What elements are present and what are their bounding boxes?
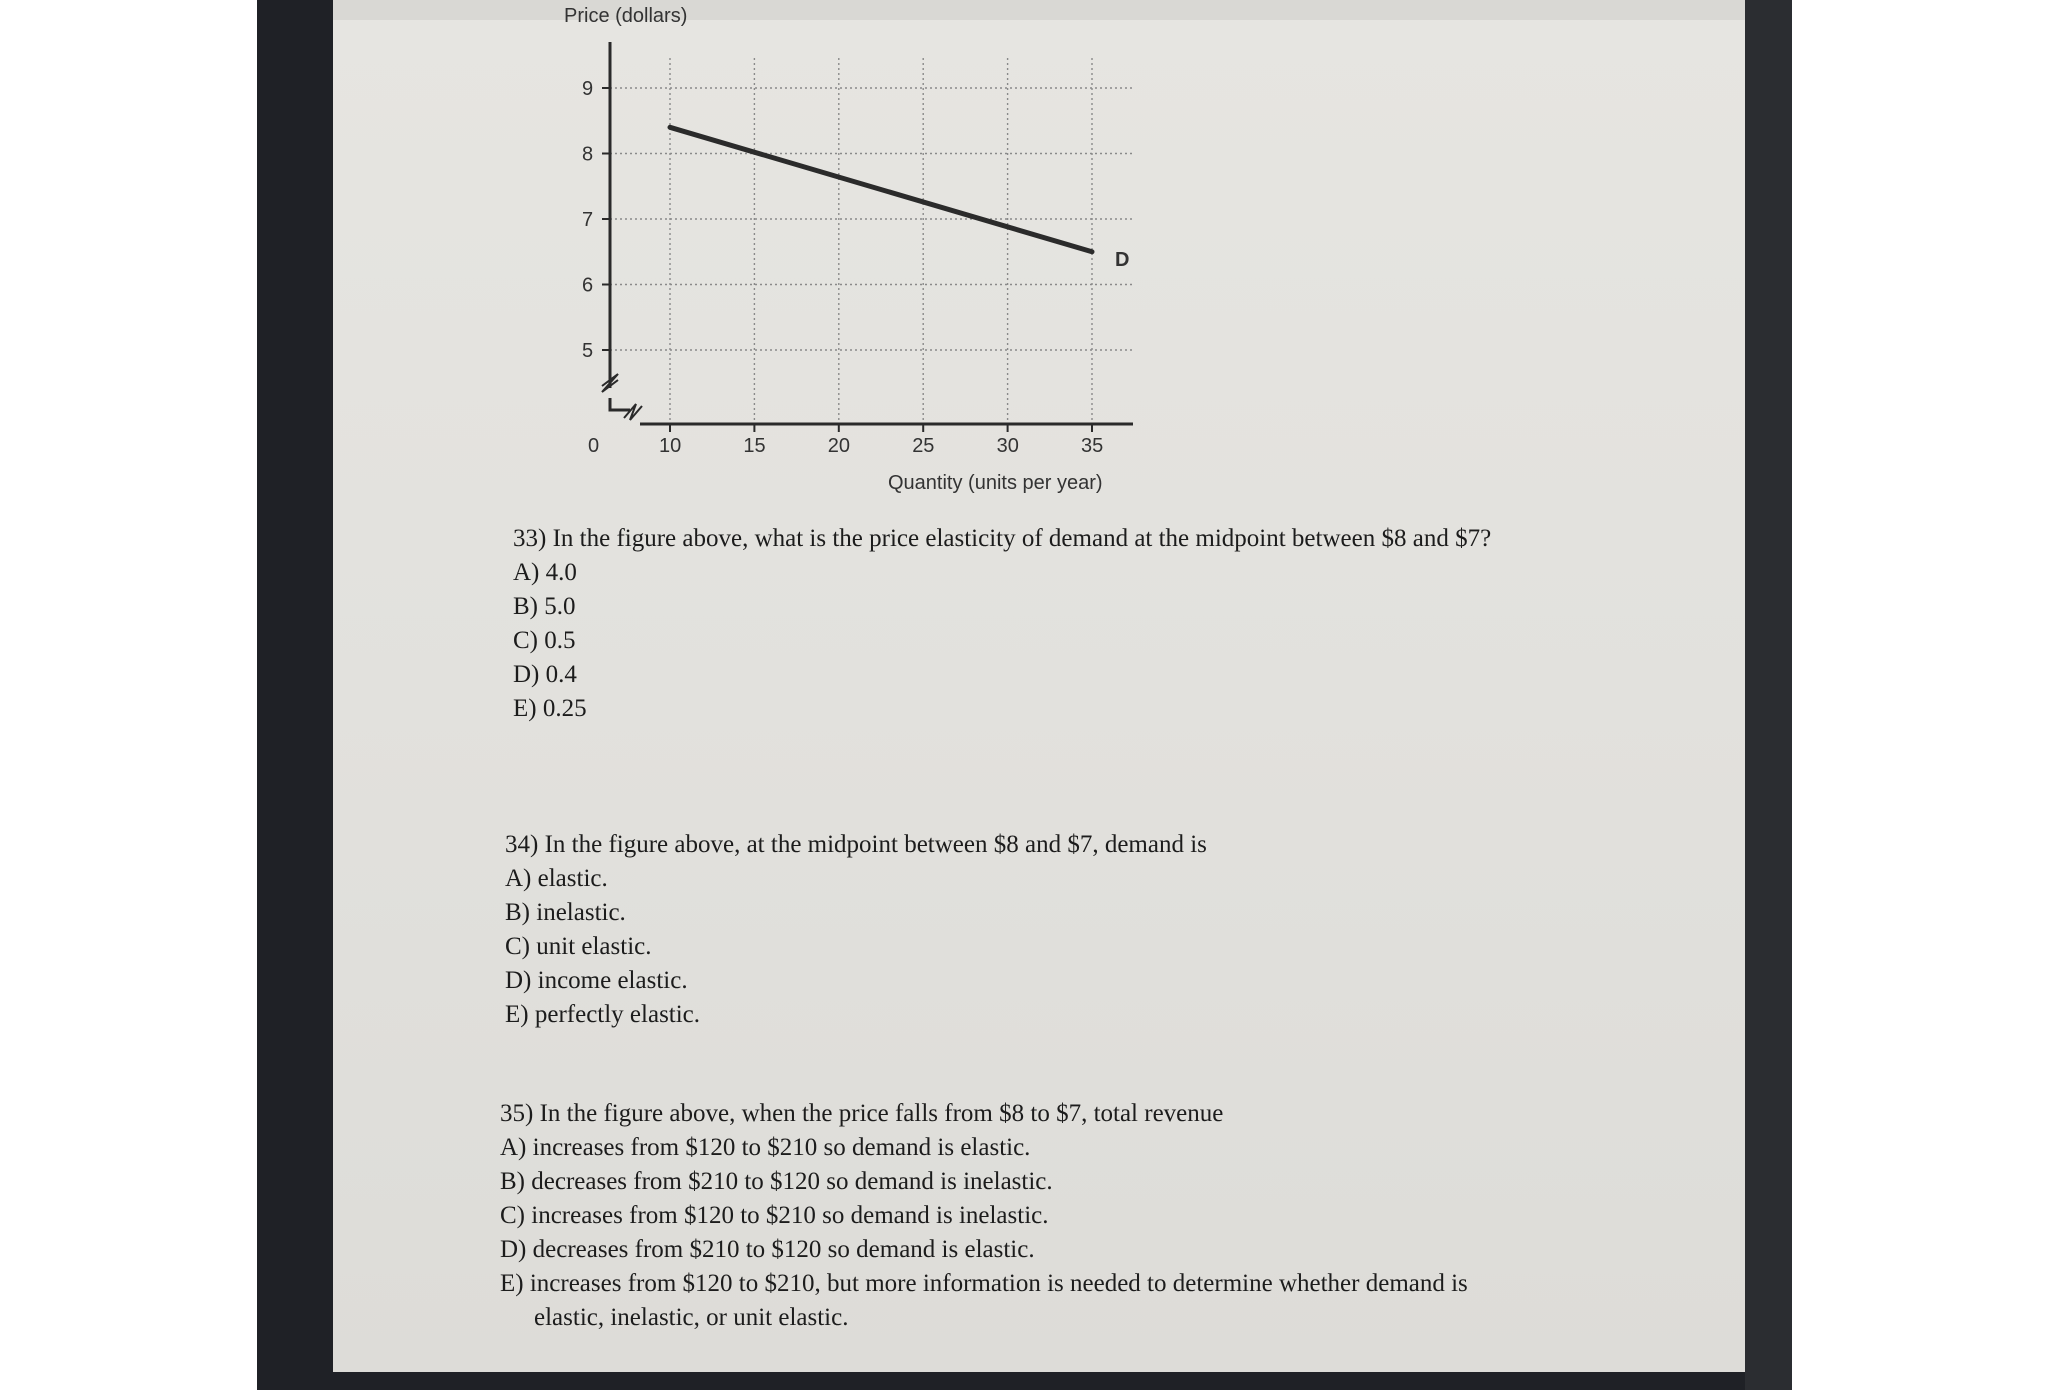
question-34-text: 34) In the figure above, at the midpoint between $8 and $7, demand is <box>505 831 1207 858</box>
q33-choice-e: E) 0.25 <box>513 695 587 722</box>
x-tick-30: 30 <box>996 435 1019 457</box>
question-35-text: 35) In the figure above, when the price falls from $8 to $7, total revenue <box>500 1100 1224 1127</box>
y-tick-7: 7 <box>582 209 594 231</box>
monitor-edge <box>1745 0 1792 1390</box>
y-tick-6: 6 <box>582 274 594 297</box>
q35-choice-e-continued: elastic, inelastic, or unit elastic. <box>534 1304 849 1331</box>
demand-curve-D <box>670 127 1092 251</box>
q34-choice-e: E) perfectly elastic. <box>505 1001 701 1028</box>
x-tick-35: 35 <box>1081 435 1104 457</box>
y-tick-0: 0 <box>588 435 600 457</box>
y-axis-label: Price (dollars) <box>564 5 688 27</box>
q33-choice-c: C) 0.5 <box>513 627 576 654</box>
x-tick-20: 20 <box>827 435 851 457</box>
demand-chart <box>540 0 1160 510</box>
y-tick-labels <box>582 78 599 457</box>
chart-grid <box>602 58 1133 432</box>
chart-axes <box>602 42 1133 424</box>
q35-choice-d: D) decreases from $210 to $120 so demand is elastic. <box>500 1236 1035 1263</box>
x-tick-labels <box>659 435 1103 457</box>
x-tick-25: 25 <box>912 435 935 457</box>
question-33-text: 33) In the figure above, what is the price elasticity of demand at the midpoint between $8 and $7? <box>513 525 1492 552</box>
q35-choice-c: C) increases from $120 to $210 so demand is inelastic. <box>500 1202 1049 1229</box>
q34-choice-b: B) inelastic. <box>505 899 626 926</box>
q34-choice-d: D) income elastic. <box>505 967 688 994</box>
y-tick-9: 9 <box>582 78 594 100</box>
demand-series <box>670 127 1092 251</box>
demand-line-label: D <box>1115 249 1130 271</box>
q33-choice-a: A) 4.0 <box>513 559 577 586</box>
axis-corner <box>610 398 630 410</box>
q34-choice-a: A) elastic. <box>505 865 608 892</box>
q35-choice-a: A) increases from $120 to $210 so demand is elastic. <box>500 1134 1031 1161</box>
q33-choice-b: B) 5.0 <box>513 593 576 620</box>
q35-choice-b: B) decreases from $210 to $120 so demand is inelastic. <box>500 1168 1053 1195</box>
q34-choice-c: C) unit elastic. <box>505 933 652 960</box>
x-axis-label: Quantity (units per year) <box>888 472 1103 494</box>
q35-choice-e: E) increases from $120 to $210, but more information is needed to determine whether demand is <box>500 1270 1468 1297</box>
question-33 <box>513 522 1553 726</box>
y-tick-5: 5 <box>582 340 594 362</box>
x-tick-15: 15 <box>743 435 766 457</box>
question-34 <box>505 828 1545 1032</box>
y-tick-8: 8 <box>582 143 594 166</box>
x-axis-break <box>624 404 642 420</box>
q33-choice-d: D) 0.4 <box>513 661 577 688</box>
x-tick-10: 10 <box>659 435 682 457</box>
question-35 <box>500 1097 1620 1335</box>
